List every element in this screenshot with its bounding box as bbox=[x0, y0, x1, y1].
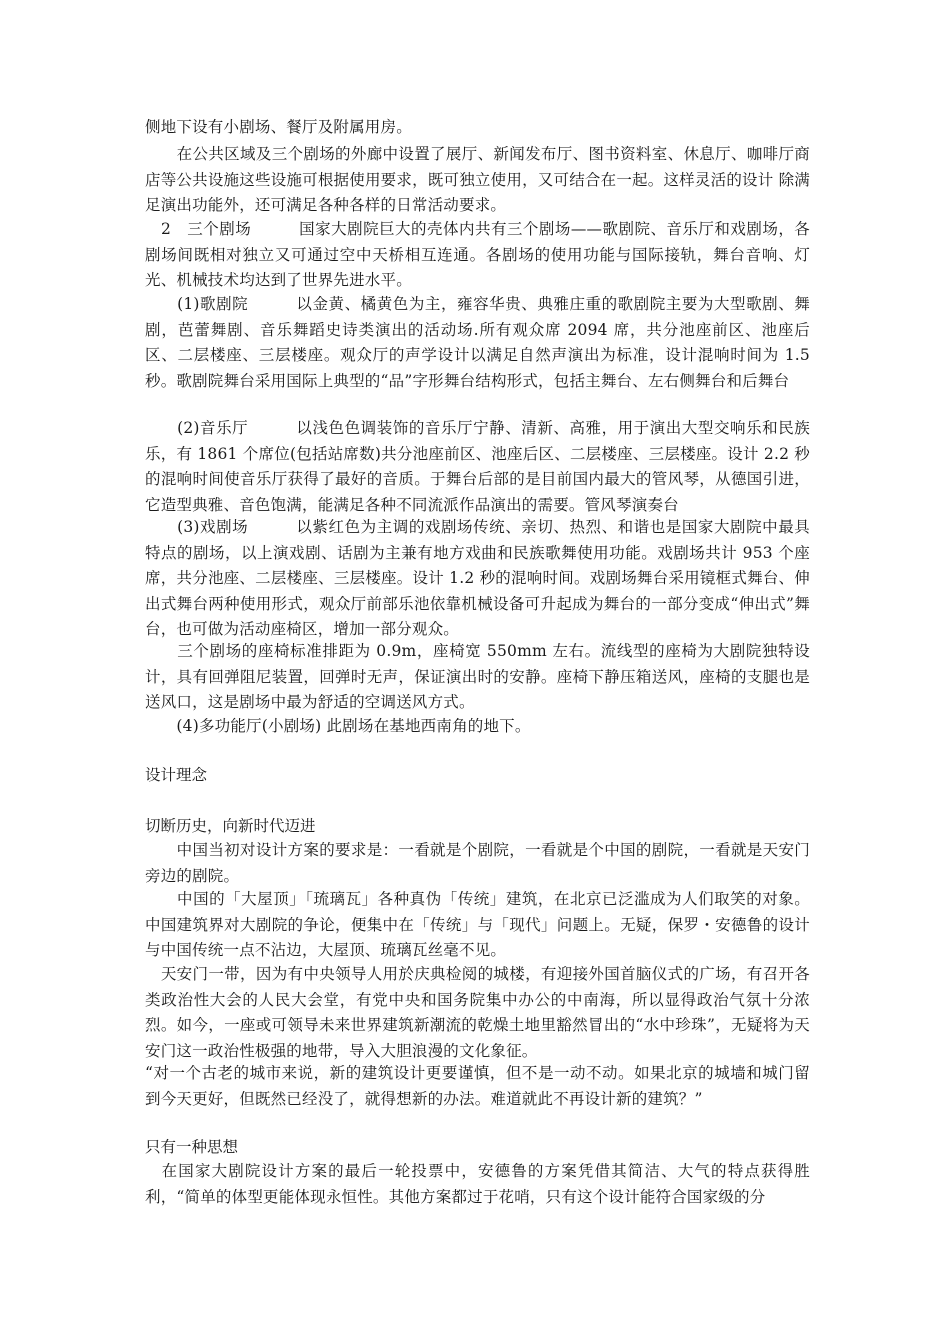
paragraph-concert-hall: (2)音乐厅 以浅色色调装饰的音乐厅宁静、清新、高雅，用于演出大型交响乐和民族乐，有 1861 个席位(包括站席数)共分池座前区、池座后区、二层楼座、三层楼座。设计 2.2 秒的混响时间使音乐厅获得了最好的音质。于舞台后部的是目前国内最大的管风琴，从德国引进，它造型典雅、音色饱满，能满足各种不同流派作品演出的需要。管风琴演奏台 bbox=[145, 419, 810, 514]
paragraph-three-theatres: 2 三个剧场 国家大剧院巨大的壳体内共有三个剧场——歌剧院、音乐厅和戏剧场，各剧场间既相对独立又可通过空中天桥相互连通。各剧场的使用功能与国际接轨，舞台音响、灯光、机械技术均达到了世界先进水平。 bbox=[145, 220, 810, 289]
paragraph-drama-theatre: (3)戏剧场 以紫红色为主调的戏剧场传统、亲切、热烈、和谐也是国家大剧院中最具特点的剧场，以上演戏剧、话剧为主兼有地方戏曲和民族歌舞使用功能。戏剧场共计 953 个座席，共分池座、二层楼座、三层楼座。设计 1.2 秒的混响时间。戏剧场舞台采用镜框式舞台、伸出式舞台两种使用形式，观众厅前部乐池依靠机械设备可升起成为舞台的一部分变成“伸出式”舞台，也可做为活动座椅区，增加一部分观众。 bbox=[145, 518, 810, 638]
section-title: 设计理念 bbox=[145, 766, 208, 784]
subtitle-break-history: 切断历史，向新时代迈进 bbox=[145, 817, 316, 835]
paragraph-opera-house: (1)歌剧院 以金黄、橘黄色为主，雍容华贵、典雅庄重的歌剧院主要为大型歌剧、舞剧，芭蕾舞剧、音乐舞蹈史诗类演出的活动场.所有观众席 2094 席，共分池座前区、池座后区、二层楼座、三层楼座。观众厅的声学设计以满足自然声演出为标准，设计混响时间为 1.5 秒。歌剧院舞台采用国际上典型的“品”字形舞台结构形式，包括主舞台、左右侧舞台和后舞台 bbox=[145, 295, 810, 390]
subtitle-one-idea: 只有一种思想 bbox=[145, 1138, 239, 1156]
paragraph-multifunction-hall: (4)多功能厅(小剧场) 此剧场在基地西南角的地下。 bbox=[145, 717, 531, 735]
paragraph-2: 在公共区域及三个剧场的外廊中设置了展厅、新闻发布厅、图书资料室、休息厅、咖啡厅商店等公共设施这些设施可根据使用要求，既可独立使用，又可结合在一起。这样灵活的设计 除满足演出功能外，还可满足各种各样的日常活动要求。 bbox=[145, 145, 810, 214]
paragraph-1: 侧地下设有小剧场、餐厅及附属用房。 bbox=[145, 118, 412, 136]
paragraph-quote: “对一个古老的城市来说，新的建筑设计更要谨慎，但不是一动不动。如果北京的城墙和城门留到今天更好，但既然已经没了，就得想新的办法。难道就此不再设计新的建筑？” bbox=[145, 1064, 810, 1108]
paragraph-design-requirement: 中国当初对设计方案的要求是：一看就是个剧院，一看就是个中国的剧院，一看就是天安门旁边的剧院。 bbox=[145, 841, 810, 885]
paragraph-traditional-architecture: 中国的「大屋顶」「琉璃瓦」各种真伪「传统」建筑，在北京已泛滥成为人们取笑的对象。中国建筑界对大剧院的争论，便集中在「传统」与「现代」问题上。无疑，保罗・安德鲁的设计与中国传统一点不沾边，大屋顶、琉璃瓦丝毫不见。 bbox=[145, 890, 810, 959]
paragraph-seating: 三个剧场的座椅标准排距为 0.9m，座椅宽 550mm 左右。流线型的座椅为大剧院独特设计，具有回弹阻尼装置，回弹时无声，保证演出时的安静。座椅下静压箱送风，座椅的支腿也是送风口，这是剧场中最为舒适的空调送风方式。 bbox=[145, 642, 810, 711]
paragraph-final-vote: 在国家大剧院设计方案的最后一轮投票中，安德鲁的方案凭借其简洁、大气的特点获得胜利，“简单的体型更能体现永恒性。其他方案都过于花哨，只有这个设计能符合国家级的分 bbox=[145, 1162, 810, 1206]
paragraph-tiananmen: 天安门一带，因为有中央领导人用於庆典检阅的城楼，有迎接外国首脑仪式的广场，有召开各类政治性大会的人民大会堂，有党中央和国务院集中办公的中南海，所以显得政治气氛十分浓烈。如今，一座或可领导未来世界建筑新潮流的乾燥土地里豁然冒出的“水中珍珠”，无疑将为天安门这一政治性极强的地带，导入大胆浪漫的文化象征。 bbox=[145, 965, 810, 1060]
